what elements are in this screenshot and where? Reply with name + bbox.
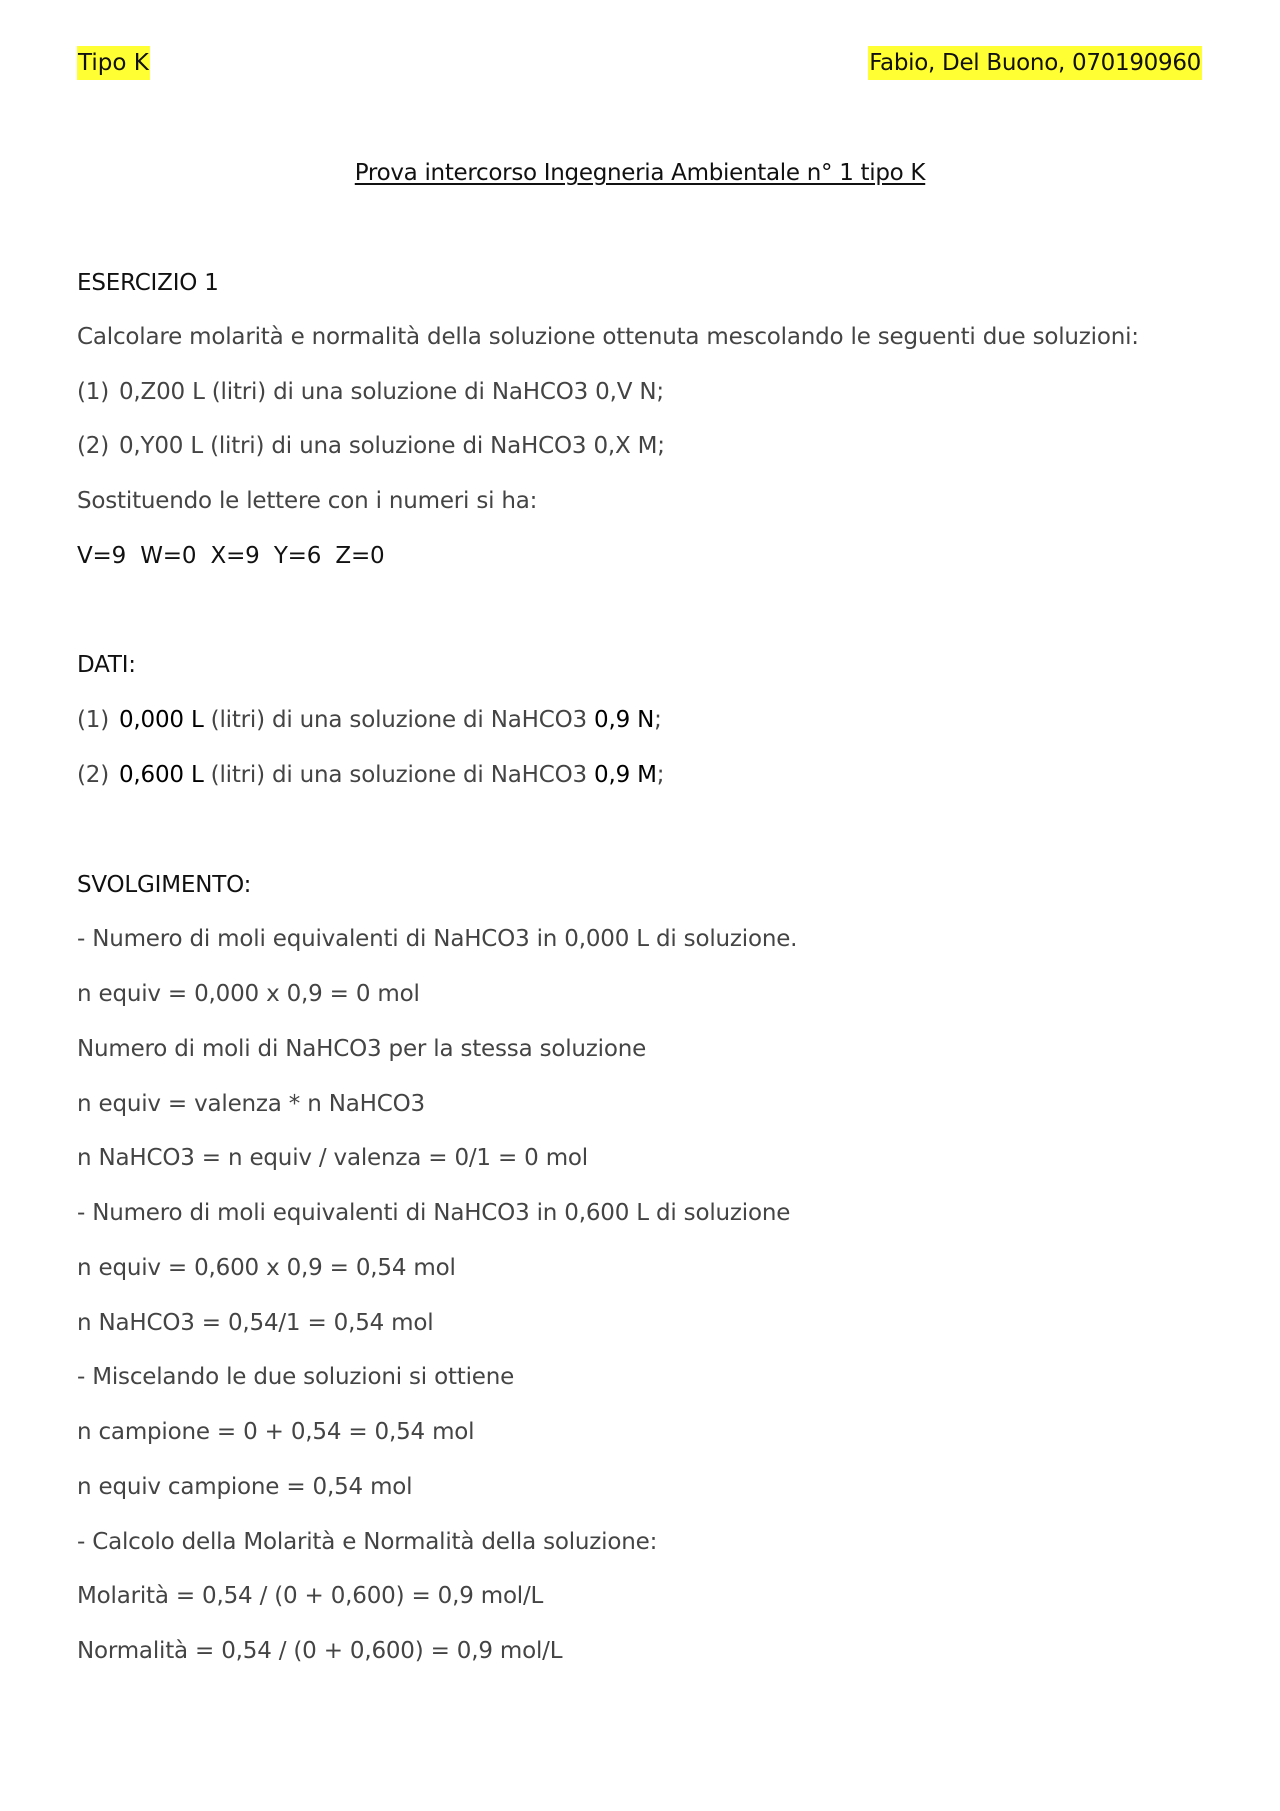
dati-item-1 xyxy=(77,703,662,737)
solution-line: - Miscelando le due soluzioni si ottiene xyxy=(77,1364,515,1390)
dati-item-2 xyxy=(77,758,664,792)
item-text: 0,Z00 L (litri) di una soluzione di NaHCO3 0,V N; xyxy=(118,379,664,405)
item-description: (litri) di una soluzione di NaHCO3 xyxy=(203,707,595,733)
solution-line: n NaHCO3 = 0,54/1 = 0,54 mol xyxy=(77,1310,434,1336)
item-volume: 0,000 L xyxy=(118,707,204,733)
header-student: Fabio, Del Buono, 070190960 xyxy=(868,46,1202,80)
exercise-item-2 xyxy=(77,429,665,463)
solution-line: n equiv campione = 0,54 mol xyxy=(77,1474,413,1500)
document-title: Prova intercorso Ingegneria Ambientale n° 1 tipo K xyxy=(354,160,926,186)
item-number: (2) xyxy=(77,762,109,788)
item-end: ; xyxy=(656,762,665,788)
item-number: (1) xyxy=(77,707,109,733)
solution-line: n equiv = 0,600 x 0,9 = 0,54 mol xyxy=(77,1255,456,1281)
solution-line: Numero di moli di NaHCO3 per la stessa soluzione xyxy=(77,1036,647,1062)
svolgimento-heading: SVOLGIMENTO: xyxy=(77,872,252,898)
item-number: (1) xyxy=(77,379,109,405)
item-number: (2) xyxy=(77,433,109,459)
solution-line: Normalità = 0,54 / (0 + 0,600) = 0,9 mol/L xyxy=(77,1638,563,1664)
exercise-prompt: Calcolare molarità e normalità della soluzione ottenuta mescolando le seguenti due soluzioni: xyxy=(77,324,1139,350)
item-description: (litri) di una soluzione di NaHCO3 xyxy=(203,762,595,788)
item-end: ; xyxy=(654,707,662,733)
header-type: Tipo K xyxy=(77,46,150,80)
item-text: 0,Y00 L (litri) di una soluzione di NaHCO3 0,X M; xyxy=(118,433,665,459)
solution-line: - Numero di moli equivalenti di NaHCO3 in 0,600 L di soluzione xyxy=(77,1200,791,1226)
solution-line: n equiv = 0,000 x 0,9 = 0 mol xyxy=(77,981,420,1007)
solution-line: n campione = 0 + 0,54 = 0,54 mol xyxy=(77,1419,475,1445)
exercise-item-1 xyxy=(77,375,664,409)
item-concentration: 0,9 M xyxy=(594,762,657,788)
solution-line: n NaHCO3 = n equiv / valenza = 0/1 = 0 mol xyxy=(77,1145,588,1171)
solution-line: - Numero di moli equivalenti di NaHCO3 in 0,000 L di soluzione. xyxy=(77,926,798,952)
item-volume: 0,600 L xyxy=(118,762,204,788)
substitution-intro: Sostituendo le lettere con i numeri si ha: xyxy=(77,488,538,514)
solution-line: Molarità = 0,54 / (0 + 0,600) = 0,9 mol/L xyxy=(77,1583,544,1609)
solution-line: - Calcolo della Molarità e Normalità della soluzione: xyxy=(77,1529,658,1555)
dati-heading: DATI: xyxy=(77,652,136,678)
solution-line: n equiv = valenza * n NaHCO3 xyxy=(77,1091,425,1117)
substitution-values: V=9 W=0 X=9 Y=6 Z=0 xyxy=(77,543,385,569)
exercise-heading: ESERCIZIO 1 xyxy=(77,270,219,296)
item-concentration: 0,9 N xyxy=(594,707,655,733)
